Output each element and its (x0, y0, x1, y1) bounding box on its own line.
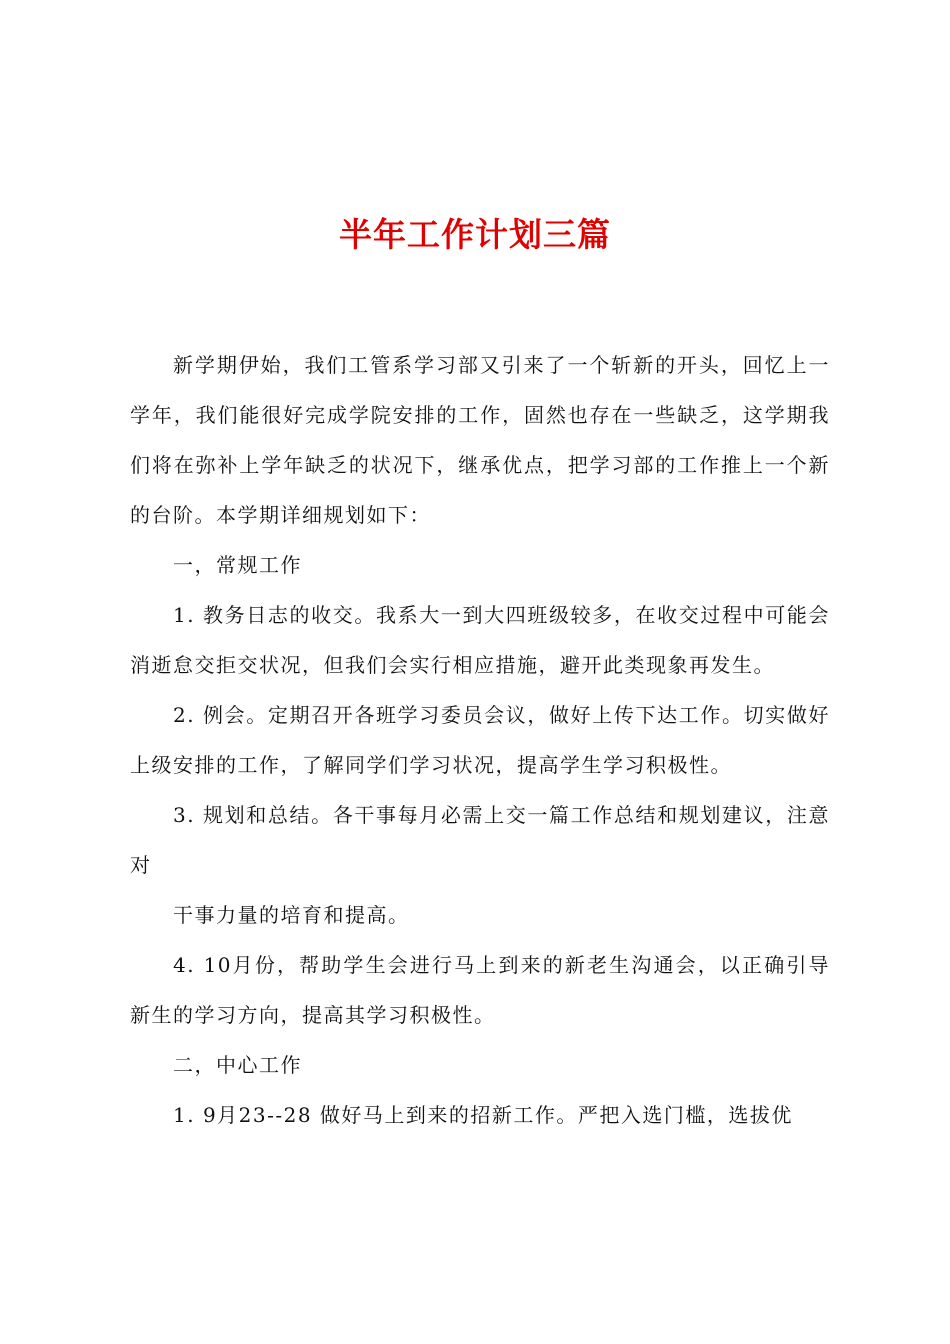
list-item-3-continued: 干事力量的培育和提高。 (173, 903, 410, 927)
list-item-2: 2. 例会。定期召开各班学习委员会议，做好上传下达工作。切实做好上级安排的工作，了解同学们学习状况，提高学生学习积极性。 (130, 703, 830, 777)
list-item-1: 1. 教务日志的收交。我系大一到大四班级较多，在收交过程中可能会消逝怠交拒交状况，但我们会实行相应措施，避开此类现象再发生。 (130, 603, 830, 677)
section-heading-core: 二，中心工作 (173, 1053, 302, 1077)
list-item-core-1: 1. 9月23--28 做好马上到来的招新工作。严把入选门槛，选拔优 (173, 1103, 793, 1127)
document-body (130, 340, 830, 1140)
list-item-4: 4. 10月份，帮助学生会进行马上到来的新老生沟通会，以正确引导新生的学习方向，提高其学习积极性。 (130, 953, 830, 1027)
section-heading-routine: 一，常规工作 (173, 553, 302, 577)
paragraph-intro: 新学期伊始，我们工管系学习部又引来了一个斩新的开头，回忆上一学年，我们能很好完成学院安排的工作，固然也存在一些缺乏，这学期我们将在弥补上学年缺乏的状况下，继承优点，把学习部的工作推上一个新的台阶。本学期详细规划如下： (130, 353, 830, 527)
document-title: 半年工作计划三篇 (339, 215, 611, 254)
list-item-3: 3. 规划和总结。各干事每月必需上交一篇工作总结和规划建议，注意对 (130, 803, 830, 877)
